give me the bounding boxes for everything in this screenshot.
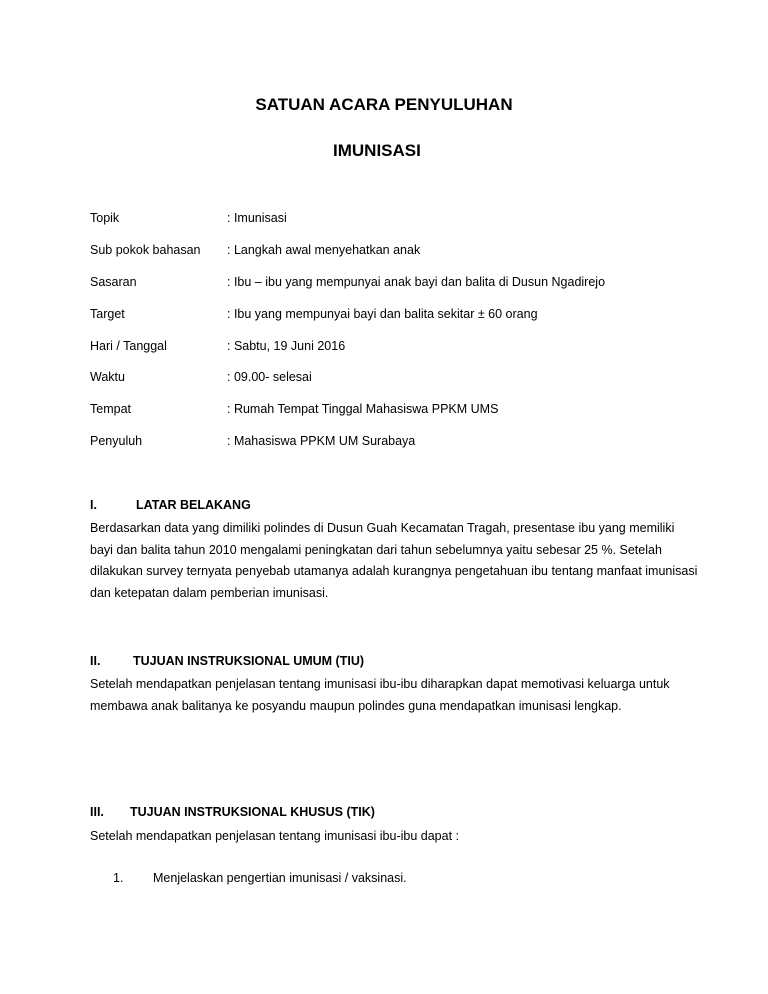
info-value: : Ibu yang mempunyai bayi dan balita sekitar ± 60 orang <box>227 307 538 321</box>
info-label: Hari / Tanggal <box>90 339 167 353</box>
info-row-topik <box>90 211 730 229</box>
section-title: TUJUAN INSTRUKSIONAL KHUSUS (TIK) <box>130 805 375 819</box>
info-value: : Sabtu, 19 Juni 2016 <box>227 339 346 353</box>
info-row-tempat <box>90 402 730 420</box>
list-item <box>113 871 713 889</box>
section-title: TUJUAN INSTRUKSIONAL UMUM (TIU) <box>133 654 365 668</box>
info-value: : Imunisasi <box>227 211 287 225</box>
info-row-waktu <box>90 370 730 388</box>
document-subtitle-text: IMUNISASI <box>333 141 421 160</box>
info-row-sasaran <box>90 275 730 293</box>
info-value: : Langkah awal menyehatkan anak <box>227 243 421 257</box>
section-number: III. <box>90 805 104 819</box>
info-label: Penyuluh <box>90 434 143 448</box>
section-number: II. <box>90 654 101 668</box>
section-title: LATAR BELAKANG <box>136 498 251 512</box>
list-text: Menjelaskan pengertian imunisasi / vaksinasi. <box>153 871 407 885</box>
info-row-target <box>90 307 730 325</box>
list-number: 1. <box>113 871 124 885</box>
info-label: Sub pokok bahasan <box>90 243 201 257</box>
info-row-penyuluh <box>90 434 730 452</box>
section-paragraph: Setelah mendapatkan penjelasan tentang imunisasi ibu-ibu diharapkan dapat memotivasi keluarga untuk membawa anak balitanya ke posyandu maupun polindes guna mendapatkan imunisasi lengkap. <box>90 677 670 713</box>
info-value: : 09.00- selesai <box>227 370 312 384</box>
info-row-sub-pokok-bahasan <box>90 243 730 261</box>
document-title: SATUAN ACARA PENYULUHAN <box>255 95 513 114</box>
section-paragraph: Berdasarkan data yang dimiliki polindes di Dusun Guah Kecamatan Tragah, presentase ibu yang memiliki bayi dan balita tahun 2010 mengalami peningkatan dari tahun sebelumnya yaitu sebesar 25 %. Setelah dilakukan survey ternyata penyebab utamanya adalah kurangnya pengetahuan ibu tentang manfaat imunisasi dan ketepatan dalam pemberian imunisasi. <box>90 521 698 600</box>
info-label: Tempat <box>90 402 131 416</box>
info-label: Waktu <box>90 370 125 384</box>
section-paragraph: Setelah mendapatkan penjelasan tentang imunisasi ibu-ibu dapat : <box>90 829 460 843</box>
info-label: Target <box>90 307 125 321</box>
info-label: Topik <box>90 211 120 225</box>
info-value: : Mahasiswa PPKM UM Surabaya <box>227 434 416 448</box>
info-label: Sasaran <box>90 275 137 289</box>
info-value: : Ibu – ibu yang mempunyai anak bayi dan balita di Dusun Ngadirejo <box>227 275 606 289</box>
section-number: I. <box>90 498 97 512</box>
info-row-hari-tanggal <box>90 339 730 357</box>
info-value: : Rumah Tempat Tinggal Mahasiswa PPKM UMS <box>227 402 499 416</box>
